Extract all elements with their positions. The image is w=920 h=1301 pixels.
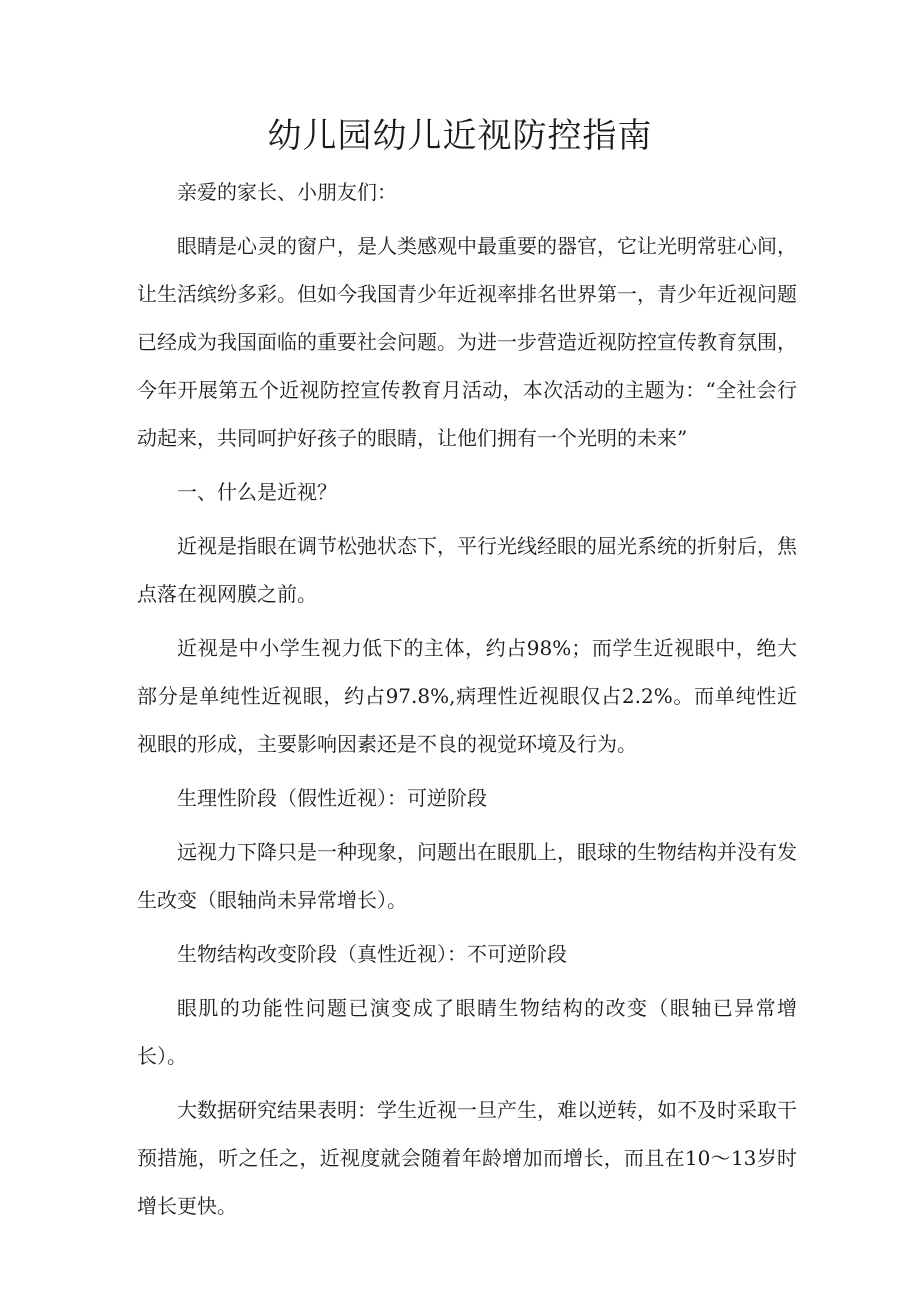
section-heading-what-is-myopia: 一、什么是近视？ [177,480,337,504]
true-myopia-paragraph: 眼肌的功能性问题已演变成了眼睛生物结构的改变（眼轴已异常增长）。 [137,996,797,1068]
stage-heading-pseudo-myopia: 生理性阶段（假性近视）：可逆阶段 [177,786,487,810]
intro-paragraph: 眼睛是心灵的窗户，是人类感观中最重要的器官，它让光明常驻心间，让生活缤纷多彩。但如今我国青少年近视率排名世界第一，青少年近视问题已经成为我国面临的重要社会问题。为进一步营造近视防控宣传教育氛围，今年开展第五个近视防控宣传教育月活动，本次活动的主题为：“全社会行动起来，共同呵护好孩子的眼睛，让他们拥有一个光明的未来” [137,234,797,450]
pseudo-myopia-paragraph: 远视力下降只是一种现象，问题出在眼肌上，眼球的生物结构并没有发生改变（眼轴尚未异常增长）。 [137,840,797,912]
statistics-paragraph: 近视是中小学生视力低下的主体，约占98%；而学生近视眼中，绝大部分是单纯性近视眼，约占97.8%,病理性近视眼仅占2.2%。而单纯性近视眼的形成，主要影响因素还是不良的视觉环境及行为。 [137,636,797,756]
definition-paragraph: 近视是指眼在调节松弛状态下，平行光线经眼的屈光系统的折射后，焦点落在视网膜之前。 [137,534,797,606]
document-title: 幼儿园幼儿近视防控指南 [267,116,653,156]
stage-heading-true-myopia: 生物结构改变阶段（真性近视）：不可逆阶段 [177,942,567,966]
greeting-paragraph: 亲爱的家长、小朋友们： [177,180,397,204]
research-paragraph: 大数据研究结果表明：学生近视一旦产生，难以逆转，如不及时采取干预措施，听之任之，近视度就会随着年龄增加而增长，而且在10～13岁时增长更快。 [137,1098,797,1218]
document-body [137,168,797,1236]
